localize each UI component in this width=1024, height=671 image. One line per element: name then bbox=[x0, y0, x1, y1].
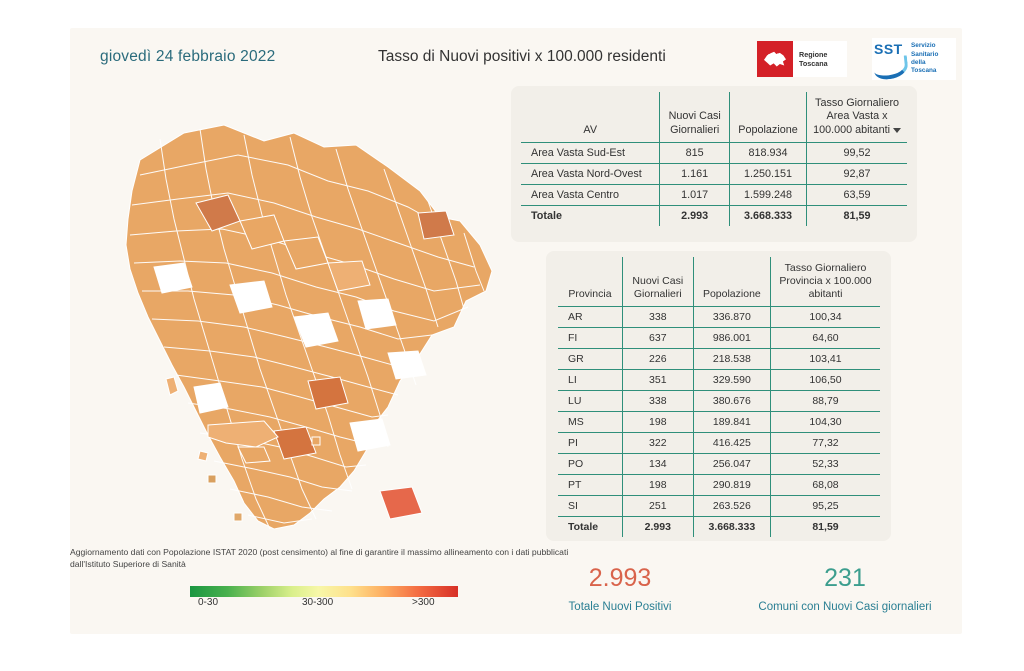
av-cell-casi: 1.017 bbox=[660, 185, 729, 206]
prov-header-provincia[interactable]: Provincia bbox=[558, 257, 622, 307]
prov-cell-popolazione: 380.676 bbox=[693, 391, 770, 412]
date-label: giovedì 24 febbraio 2022 bbox=[100, 48, 276, 65]
prov-cell-popolazione: 256.047 bbox=[693, 454, 770, 475]
prov-cell-popolazione: 336.870 bbox=[693, 307, 770, 328]
provincia-panel bbox=[546, 251, 891, 541]
kpi-left-label: Totale Nuovi Positivi bbox=[568, 600, 672, 613]
prov-header-popolazione[interactable]: Popolazione bbox=[693, 257, 770, 307]
table-row[interactable] bbox=[558, 307, 880, 328]
island-giglio bbox=[234, 513, 242, 521]
prov-total-tasso: 81,59 bbox=[770, 517, 880, 538]
legend-tick-labels bbox=[190, 597, 458, 611]
table-row[interactable] bbox=[558, 349, 880, 370]
kpi-left-value: 2.993 bbox=[588, 564, 652, 592]
prov-header-casi[interactable]: Nuovi Casi Giornalieri bbox=[622, 257, 693, 307]
prov-cell-popolazione: 329.590 bbox=[693, 370, 770, 391]
prov-cell-name: AR bbox=[558, 307, 622, 328]
prov-cell-name: PT bbox=[558, 475, 622, 496]
island-pianosa bbox=[208, 475, 216, 483]
table-row[interactable] bbox=[558, 391, 880, 412]
prov-cell-casi: 198 bbox=[622, 412, 693, 433]
pegasus-icon bbox=[757, 41, 793, 77]
legend-label-30-300: 30-300 bbox=[302, 597, 334, 608]
prov-cell-casi: 338 bbox=[622, 307, 693, 328]
av-cell-casi: 815 bbox=[660, 143, 729, 164]
prov-cell-tasso: 88,79 bbox=[770, 391, 880, 412]
regione-toscana-logo bbox=[757, 41, 847, 77]
prov-cell-casi: 198 bbox=[622, 475, 693, 496]
prov-total-label: Totale bbox=[558, 517, 622, 538]
av-cell-tasso: 92,87 bbox=[807, 164, 907, 185]
table-header-row bbox=[558, 257, 880, 307]
prov-cell-tasso: 103,41 bbox=[770, 349, 880, 370]
av-cell-popolazione: 818.934 bbox=[729, 143, 806, 164]
page-title: Tasso di Nuovi positivi x 100.000 residenti bbox=[378, 48, 666, 65]
prov-total-casi: 2.993 bbox=[622, 517, 693, 538]
av-total-popolazione: 3.668.333 bbox=[729, 206, 806, 227]
tuscany-choropleth-map[interactable] bbox=[88, 95, 518, 550]
prov-total-popolazione: 3.668.333 bbox=[693, 517, 770, 538]
prov-cell-casi: 351 bbox=[622, 370, 693, 391]
prov-cell-tasso: 52,33 bbox=[770, 454, 880, 475]
prov-cell-casi: 251 bbox=[622, 496, 693, 517]
av-cell-casi: 1.161 bbox=[660, 164, 729, 185]
av-header-casi[interactable]: Nuovi Casi Giornalieri bbox=[660, 92, 729, 143]
av-header-tasso[interactable] bbox=[807, 92, 907, 143]
table-row[interactable] bbox=[521, 185, 907, 206]
prov-cell-casi: 322 bbox=[622, 433, 693, 454]
kpi-right-value: 231 bbox=[824, 564, 866, 592]
legend-colorbar bbox=[190, 586, 458, 597]
prov-cell-tasso: 100,34 bbox=[770, 307, 880, 328]
av-total-tasso: 81,59 bbox=[807, 206, 907, 227]
regione-toscana-logo-text: Regione Toscana bbox=[799, 50, 828, 68]
av-cell-name: Area Vasta Sud-Est bbox=[521, 143, 660, 164]
table-row[interactable] bbox=[558, 496, 880, 517]
av-header-popolazione[interactable]: Popolazione bbox=[729, 92, 806, 143]
area-vasta-panel bbox=[511, 86, 917, 242]
av-cell-tasso: 63,59 bbox=[807, 185, 907, 206]
map-svg bbox=[88, 95, 518, 550]
legend-label-0-30: 0-30 bbox=[198, 597, 219, 608]
prov-cell-casi: 637 bbox=[622, 328, 693, 349]
av-cell-popolazione: 1.250.151 bbox=[729, 164, 806, 185]
prov-cell-tasso: 68,08 bbox=[770, 475, 880, 496]
prov-cell-tasso: 64,60 bbox=[770, 328, 880, 349]
sst-logo-line4: Toscana bbox=[911, 67, 937, 75]
av-header-tasso-label: Tasso Giornaliero Area Vasta x 100.000 abitanti bbox=[813, 97, 900, 136]
legend-label-over-300: >300 bbox=[412, 597, 435, 608]
prov-cell-tasso: 95,25 bbox=[770, 496, 880, 517]
av-cell-name: Area Vasta Nord-Ovest bbox=[521, 164, 660, 185]
prov-cell-popolazione: 986.001 bbox=[693, 328, 770, 349]
area-vasta-table bbox=[521, 92, 907, 226]
provincia-table bbox=[558, 257, 880, 537]
av-cell-popolazione: 1.599.248 bbox=[729, 185, 806, 206]
area-vasta-table-element bbox=[521, 92, 907, 226]
sort-descending-icon[interactable] bbox=[893, 128, 901, 133]
table-header-row bbox=[521, 92, 907, 143]
sst-logo-line3: della bbox=[911, 59, 926, 66]
prov-cell-casi: 226 bbox=[622, 349, 693, 370]
map-color-legend bbox=[190, 586, 458, 611]
prov-header-tasso[interactable]: Tasso Giornaliero Provincia x 100.000 abitanti bbox=[770, 257, 880, 307]
kpi-totale-nuovi-positivi bbox=[520, 565, 720, 613]
prov-cell-popolazione: 263.526 bbox=[693, 496, 770, 517]
av-total-casi: 2.993 bbox=[660, 206, 729, 227]
table-total-row bbox=[521, 206, 907, 227]
av-total-label: Totale bbox=[521, 206, 660, 227]
sst-logo-text bbox=[908, 42, 938, 75]
prov-cell-name: PO bbox=[558, 454, 622, 475]
sst-logo bbox=[872, 38, 956, 80]
prov-cell-tasso: 106,50 bbox=[770, 370, 880, 391]
table-row[interactable] bbox=[558, 454, 880, 475]
kpi-comuni-nuovi-casi bbox=[730, 565, 960, 613]
island-gorgona bbox=[166, 377, 178, 395]
prov-cell-name: LI bbox=[558, 370, 622, 391]
table-row[interactable] bbox=[558, 328, 880, 349]
prov-cell-name: SI bbox=[558, 496, 622, 517]
table-total-row bbox=[558, 517, 880, 538]
prov-cell-popolazione: 290.819 bbox=[693, 475, 770, 496]
sst-mark-icon bbox=[872, 40, 908, 78]
av-cell-name: Area Vasta Centro bbox=[521, 185, 660, 206]
prov-cell-popolazione: 189.841 bbox=[693, 412, 770, 433]
prov-cell-name: FI bbox=[558, 328, 622, 349]
table-row[interactable] bbox=[558, 475, 880, 496]
av-header-av[interactable]: AV bbox=[521, 92, 660, 143]
prov-cell-popolazione: 416.425 bbox=[693, 433, 770, 454]
prov-cell-tasso: 77,32 bbox=[770, 433, 880, 454]
provincia-table-element bbox=[558, 257, 880, 537]
table-row[interactable] bbox=[558, 370, 880, 391]
prov-cell-casi: 338 bbox=[622, 391, 693, 412]
prov-cell-name: LU bbox=[558, 391, 622, 412]
av-cell-tasso: 99,52 bbox=[807, 143, 907, 164]
table-row[interactable] bbox=[558, 412, 880, 433]
prov-cell-popolazione: 218.538 bbox=[693, 349, 770, 370]
table-row[interactable] bbox=[521, 143, 907, 164]
prov-cell-name: GR bbox=[558, 349, 622, 370]
footnote: Aggiornamento dati con Popolazione ISTAT 2020 (post censimento) al fine di garantire il massimo allineamento con i dati pubblicati dall'Istituto Superiore di Sanità bbox=[70, 547, 569, 570]
table-row[interactable] bbox=[521, 164, 907, 185]
island-capraia bbox=[198, 451, 208, 461]
sst-logo-line1: Servizio bbox=[911, 42, 936, 50]
prov-cell-tasso: 104,30 bbox=[770, 412, 880, 433]
prov-cell-casi: 134 bbox=[622, 454, 693, 475]
sst-logo-line2: Sanitario bbox=[911, 50, 939, 58]
sst-logo-letters: SST bbox=[874, 41, 903, 57]
prov-cell-name: PI bbox=[558, 433, 622, 454]
table-row[interactable] bbox=[558, 433, 880, 454]
prov-cell-name: MS bbox=[558, 412, 622, 433]
island-montecristo bbox=[312, 437, 320, 445]
map-regions bbox=[126, 125, 492, 529]
kpi-right-label: Comuni con Nuovi Casi giornalieri bbox=[758, 600, 932, 613]
